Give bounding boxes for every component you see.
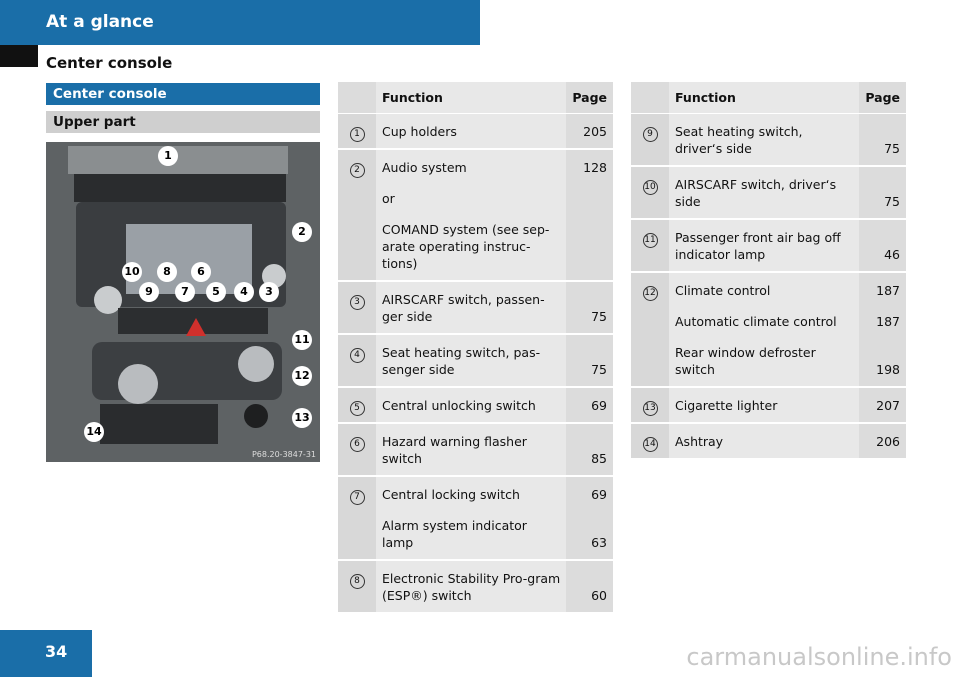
page-ref: 187 (876, 283, 900, 298)
item-number-badge: 5 (350, 401, 365, 416)
page-subtitle: Center console (46, 54, 173, 72)
item-number-badge: 10 (643, 180, 658, 195)
page-cell (859, 114, 906, 167)
page-ref: 75 (591, 362, 607, 377)
callout-12: 12 (292, 366, 312, 386)
function-cell (376, 476, 566, 560)
table-row (338, 334, 613, 387)
callout-13: 13 (292, 408, 312, 428)
function-text: Audio system (382, 160, 467, 175)
item-number (631, 166, 669, 219)
callout-6: 6 (191, 262, 211, 282)
function-table-1 (338, 82, 613, 614)
item-number-badge: 6 (350, 437, 365, 452)
function-table-2 (631, 82, 906, 460)
item-number-badge: 13 (643, 401, 658, 416)
function-cell (669, 272, 859, 387)
page-cell (566, 476, 613, 560)
page-ref: 63 (591, 535, 607, 550)
page-ref: 75 (884, 141, 900, 156)
page-cell (566, 387, 613, 423)
item-number (338, 149, 376, 281)
function-cell (376, 281, 566, 334)
page-ref (572, 190, 607, 207)
page-header: Page (859, 82, 906, 114)
function-cell (669, 166, 859, 219)
page-header: Page (566, 82, 613, 114)
item-number (338, 387, 376, 423)
function-text: Electronic Stability Pro-gram (ESP®) switch (382, 571, 561, 603)
item-number (338, 560, 376, 613)
function-cell (376, 387, 566, 423)
function-text: Automatic climate control (675, 314, 837, 329)
function-cell (669, 423, 859, 459)
function-cell (376, 560, 566, 613)
center-console-photo (46, 142, 320, 462)
console-illustration (46, 142, 320, 462)
item-number-badge: 1 (350, 127, 365, 142)
table-row (631, 219, 906, 272)
function-text: Seat heating switch, pas-senger side (382, 345, 541, 377)
function-cell (376, 423, 566, 476)
callout-4: 4 (234, 282, 254, 302)
page-cell (859, 166, 906, 219)
function-text: AIRSCARF switch, driver‘s side (675, 177, 837, 209)
function-text: Cigarette lighter (675, 398, 778, 413)
table-row (631, 114, 906, 167)
table-row (338, 149, 613, 281)
function-cell (376, 114, 566, 150)
item-number (338, 423, 376, 476)
center-console-heading: Center console (46, 83, 320, 105)
table-row (338, 387, 613, 423)
table-row (338, 114, 613, 150)
page-ref: 60 (591, 588, 607, 603)
page-number-box (0, 630, 92, 677)
function-header: Function (376, 82, 566, 114)
item-number-badge: 7 (350, 490, 365, 505)
section-title: At a glance (46, 12, 154, 32)
page-ref: 75 (591, 309, 607, 324)
page-ref: 85 (591, 451, 607, 466)
function-text: or (382, 191, 395, 206)
item-number (631, 272, 669, 387)
page-ref: 198 (876, 362, 900, 377)
page-ref: 69 (591, 398, 607, 413)
page-cell (859, 272, 906, 387)
page-cell (566, 560, 613, 613)
page-ref: 128 (583, 160, 607, 175)
callout-1: 1 (158, 146, 178, 166)
image-caption: P68.20-3847-31 (251, 450, 316, 459)
function-cell (669, 114, 859, 167)
callout-3: 3 (259, 282, 279, 302)
function-text: Central locking switch (382, 487, 520, 502)
function-text: AIRSCARF switch, passen-ger side (382, 292, 545, 324)
page-ref (572, 221, 607, 272)
function-cell (669, 387, 859, 423)
item-number (631, 219, 669, 272)
function-text: Rear window defroster switch (675, 345, 816, 377)
callout-10: 10 (122, 262, 142, 282)
item-number (338, 281, 376, 334)
page-ref: 187 (876, 314, 900, 329)
page-cell (566, 114, 613, 150)
item-number-badge: 12 (643, 286, 658, 301)
function-text: Climate control (675, 283, 771, 298)
function-cell (376, 149, 566, 281)
page-ref: 205 (583, 124, 607, 139)
function-text: Cup holders (382, 124, 457, 139)
page-cell (859, 423, 906, 459)
item-number-badge: 14 (643, 437, 658, 452)
callout-11: 11 (292, 330, 312, 350)
table-row (338, 476, 613, 560)
item-number (338, 334, 376, 387)
function-cell (669, 219, 859, 272)
page-ref: 207 (876, 398, 900, 413)
function-text: Central unlocking switch (382, 398, 536, 413)
function-text: Ashtray (675, 434, 724, 449)
page-cell (566, 423, 613, 476)
page-ref: 46 (884, 247, 900, 262)
function-text: Passenger front air bag off indicator lamp (675, 230, 841, 262)
table-row (631, 423, 906, 459)
callout-2: 2 (292, 222, 312, 242)
callout-5: 5 (206, 282, 226, 302)
upper-part-heading: Upper part (46, 111, 320, 133)
callout-8: 8 (157, 262, 177, 282)
item-number-badge: 11 (643, 233, 658, 248)
item-number-badge: 8 (350, 574, 365, 589)
callout-9: 9 (139, 282, 159, 302)
callout-7: 7 (175, 282, 195, 302)
page-ref: 75 (884, 194, 900, 209)
item-number (631, 387, 669, 423)
item-number-badge: 3 (350, 295, 365, 310)
page-cell (859, 387, 906, 423)
item-number (338, 114, 376, 150)
table-row (338, 423, 613, 476)
page-cell (859, 219, 906, 272)
function-text: Seat heating switch, driver‘s side (675, 124, 803, 156)
function-text: Hazard warning flasher switch (382, 434, 527, 466)
function-text: COMAND system (see sep-arate operating instruc-tions) (382, 222, 550, 271)
table-row (631, 387, 906, 423)
page-cell (566, 281, 613, 334)
watermark: carmanualsonline.info (686, 643, 952, 671)
item-number-badge: 2 (350, 163, 365, 178)
table-row (338, 281, 613, 334)
tab-marker (0, 45, 38, 67)
function-cell (376, 334, 566, 387)
table-row (631, 272, 906, 387)
item-number-badge: 9 (643, 127, 658, 142)
item-number (631, 423, 669, 459)
num-header (631, 82, 669, 114)
page-cell (566, 149, 613, 281)
num-header (338, 82, 376, 114)
page-ref: 69 (591, 487, 607, 502)
table-row (631, 166, 906, 219)
function-text: Alarm system indicator lamp (382, 518, 527, 550)
item-number (631, 114, 669, 167)
function-header: Function (669, 82, 859, 114)
table-row (338, 560, 613, 613)
callout-14: 14 (84, 422, 104, 442)
page-number: 34 (45, 642, 68, 661)
item-number (338, 476, 376, 560)
page-cell (566, 334, 613, 387)
page-ref: 206 (876, 434, 900, 449)
item-number-badge: 4 (350, 348, 365, 363)
section-header-bar (0, 0, 480, 45)
